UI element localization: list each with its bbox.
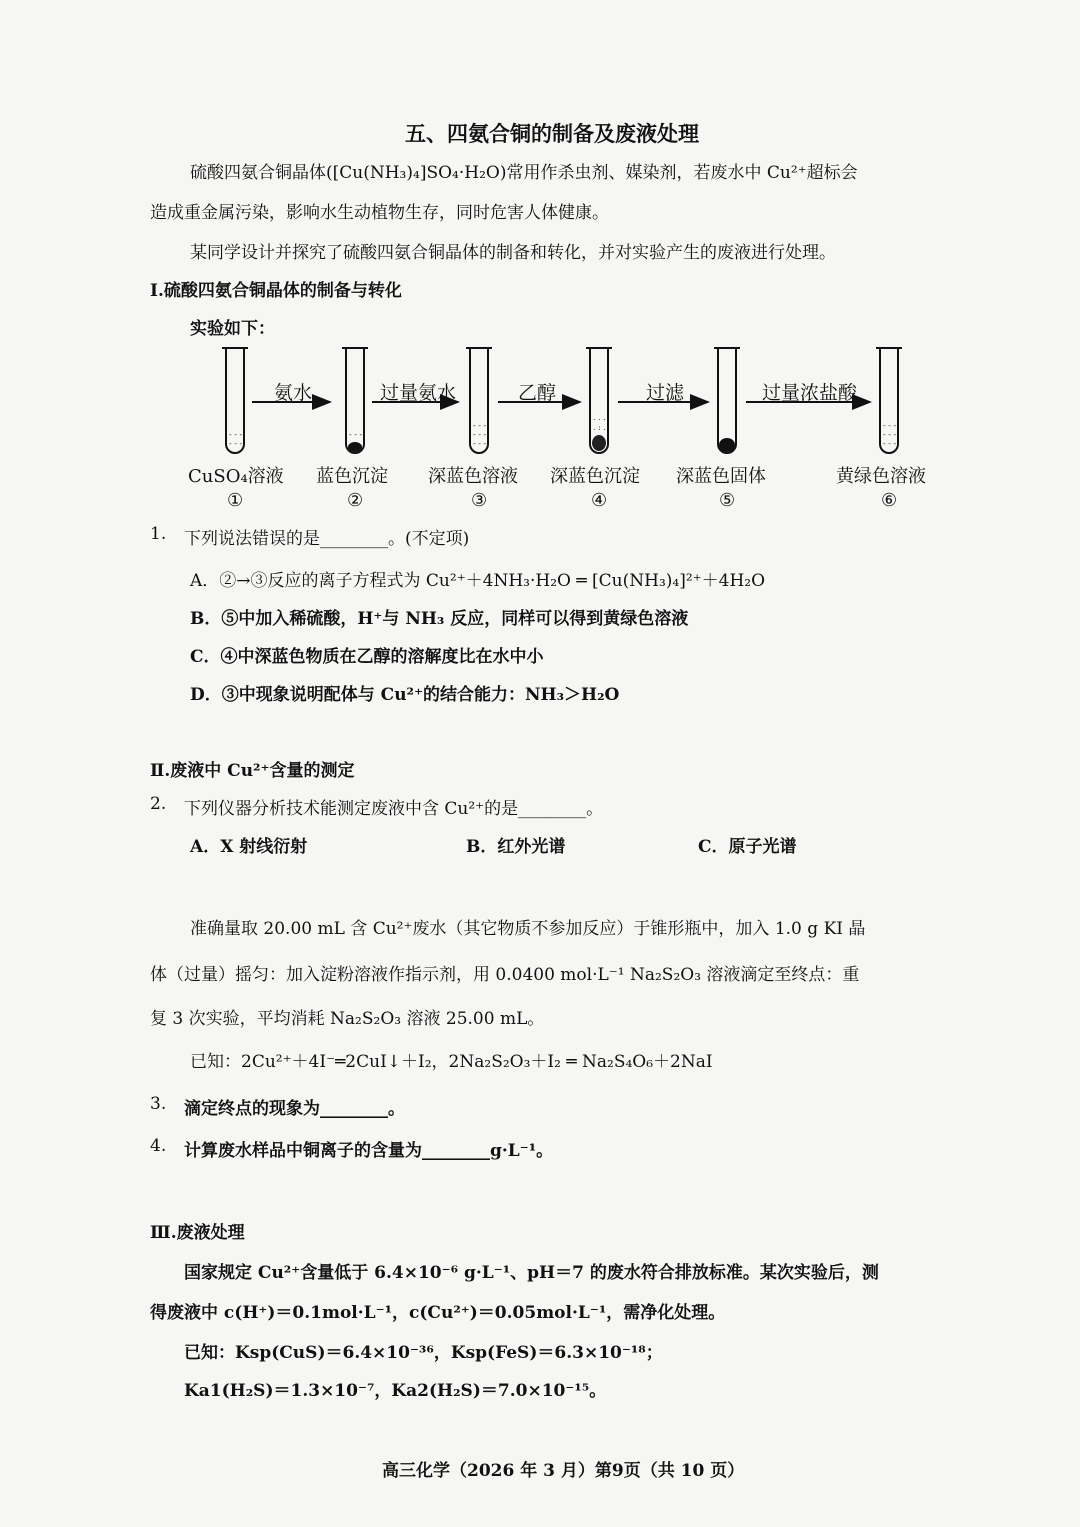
q2-stem: 下列仪器分析技术能测定废液中含 Cu²⁺的是________。 (184, 799, 604, 819)
procedure-line-3: 复 3 次实验，平均消耗 Na₂S₂O₃ 溶液 25.00 mL。 (150, 1009, 545, 1029)
section-3-line-2: 得废液中 c(H⁺)＝0.1mol·L⁻¹，c(Cu²⁺)＝0.05mol·L⁻¹，需净化处理。 (150, 1303, 726, 1323)
q3-stem: 滴定终点的现象为________。 (184, 1099, 405, 1119)
tube-label-2: 蓝色沉淀 (316, 466, 388, 487)
arrow-label-3: 乙醇 (518, 382, 557, 404)
q1-option-b: B．⑤中加入稀硫酸，H⁺与 NH₃ 反应，同样可以得到黄绿色溶液 (190, 609, 689, 629)
q4-number: 4. (150, 1136, 167, 1156)
page-footer: 高三化学（2026 年 3 月）第9页（共 10 页） (382, 1461, 745, 1481)
q4-stem: 计算废水样品中铜离子的含量为________g·L⁻¹。 (184, 1141, 554, 1161)
tube-5-icon (714, 348, 740, 453)
q1-option-d: D．③中现象说明配体与 Cu²⁺的结合能力：NH₃＞H₂O (190, 685, 620, 705)
section-3-heading: Ⅲ.废液处理 (150, 1223, 245, 1243)
tubes-svg (180, 340, 940, 470)
svg-text:. . .: . . . (593, 413, 606, 422)
page-title: 五、四氨合铜的制备及废液处理 (405, 121, 699, 146)
experiment-diagram (180, 340, 940, 520)
tube-number-5: ⑤ (719, 490, 736, 511)
arrow-label-4: 过滤 (646, 382, 685, 404)
tube-number-6: ⑥ (881, 490, 898, 511)
section-3-line-4: Ka1(H₂S)＝1.3×10⁻⁷，Ka2(H₂S)＝7.0×10⁻¹⁵。 (184, 1381, 607, 1401)
q2-option-c: C．原子光谱 (698, 837, 797, 857)
tube-3-icon (466, 348, 492, 453)
intro-line-2: 造成重金属污染，影响水生动植物生存，同时危害人体健康。 (150, 203, 609, 223)
section-3-line-3: 已知：Ksp(CuS)＝6.4×10⁻³⁶，Ksp(FeS)＝6.3×10⁻¹⁸； (184, 1343, 663, 1363)
tube-6-icon (876, 348, 902, 453)
experiment-label: 实验如下： (190, 319, 275, 339)
svg-text:- - -: - - - (229, 439, 243, 448)
svg-text:- - -: - - - (349, 430, 363, 439)
section-1-heading: Ⅰ.硫酸四氨合铜晶体的制备与转化 (150, 281, 402, 301)
arrow-label-2: 过量氨水 (380, 382, 457, 404)
q3-number: 3. (150, 1094, 167, 1114)
svg-text:- - -: - - - (473, 421, 487, 430)
tube-2-icon (342, 348, 368, 453)
svg-text:- - -: - - - (473, 430, 487, 439)
tube-label-6: 黄绿色溶液 (836, 466, 926, 487)
tube-number-4: ④ (591, 490, 608, 511)
procedure-line-1: 准确量取 20.00 mL 含 Cu²⁺废水（其它物质不参加反应）于锥形瓶中，加入 1.0 g KI 晶 (190, 919, 866, 939)
procedure-line-2: 体（过量）摇匀：加入淀粉溶液作指示剂，用 0.0400 mol·L⁻¹ Na₂S₂O₃ 溶液滴定至终点：重 (150, 965, 860, 985)
svg-text:- - -: - - - (229, 430, 243, 439)
known-reactions: 已知：2Cu²⁺＋4I⁻═2CuI↓＋I₂，2Na₂S₂O₃＋I₂ ═ Na₂S₄O₆＋2NaI (190, 1052, 713, 1072)
svg-text:- - -: - - - (473, 439, 487, 448)
section-2-heading: Ⅱ.废液中 Cu²⁺含量的测定 (150, 761, 355, 781)
q1-option-c: C．④中深蓝色物质在乙醇的溶解度比在水中小 (190, 647, 544, 667)
tube-label-4: 深蓝色沉淀 (550, 466, 640, 487)
q1-number: 1. (150, 524, 167, 544)
tube-4-icon (586, 348, 612, 453)
tube-number-3: ③ (471, 490, 488, 511)
q2-option-a: A．X 射线衍射 (190, 837, 308, 857)
arrow-label-5: 过量浓盐酸 (762, 382, 858, 404)
intro-line-1: 硫酸四氨合铜晶体([Cu(NH₃)₄]SO₄·H₂O)常用作杀虫剂、媒染剂，若废水中 Cu²⁺超标会 (190, 163, 858, 183)
tube-label-5: 深蓝色固体 (676, 466, 766, 487)
tube-label-3: 深蓝色溶液 (428, 466, 518, 487)
section-3-line-1: 国家规定 Cu²⁺含量低于 6.4×10⁻⁶ g·L⁻¹、pH＝7 的废水符合排放标准。某次实验后，测 (184, 1263, 879, 1283)
tube-number-2: ② (347, 490, 364, 511)
svg-text:. : .: . : . (593, 423, 606, 432)
arrow-label-1: 氨水 (274, 382, 313, 404)
intro-paragraph-2: 某同学设计并探究了硫酸四氨合铜晶体的制备和转化，并对实验产生的废液进行处理。 (190, 243, 836, 263)
q2-option-b: B．红外光谱 (466, 837, 566, 857)
q2-number: 2. (150, 794, 167, 814)
tube-1-icon (222, 348, 248, 453)
q1-option-a: A．②→③反应的离子方程式为 Cu²⁺＋4NH₃·H₂O ═ [Cu(NH₃)₄]²⁺＋4H₂O (190, 571, 766, 591)
svg-text:- - -: - - - (883, 421, 897, 430)
svg-text:- - -: - - - (883, 430, 897, 439)
tube-number-1: ① (227, 490, 244, 511)
q1-stem: 下列说法错误的是________。(不定项) (184, 529, 470, 549)
tube-label-1: CuSO₄溶液 (188, 466, 284, 487)
svg-text:- - -: - - - (883, 439, 897, 448)
